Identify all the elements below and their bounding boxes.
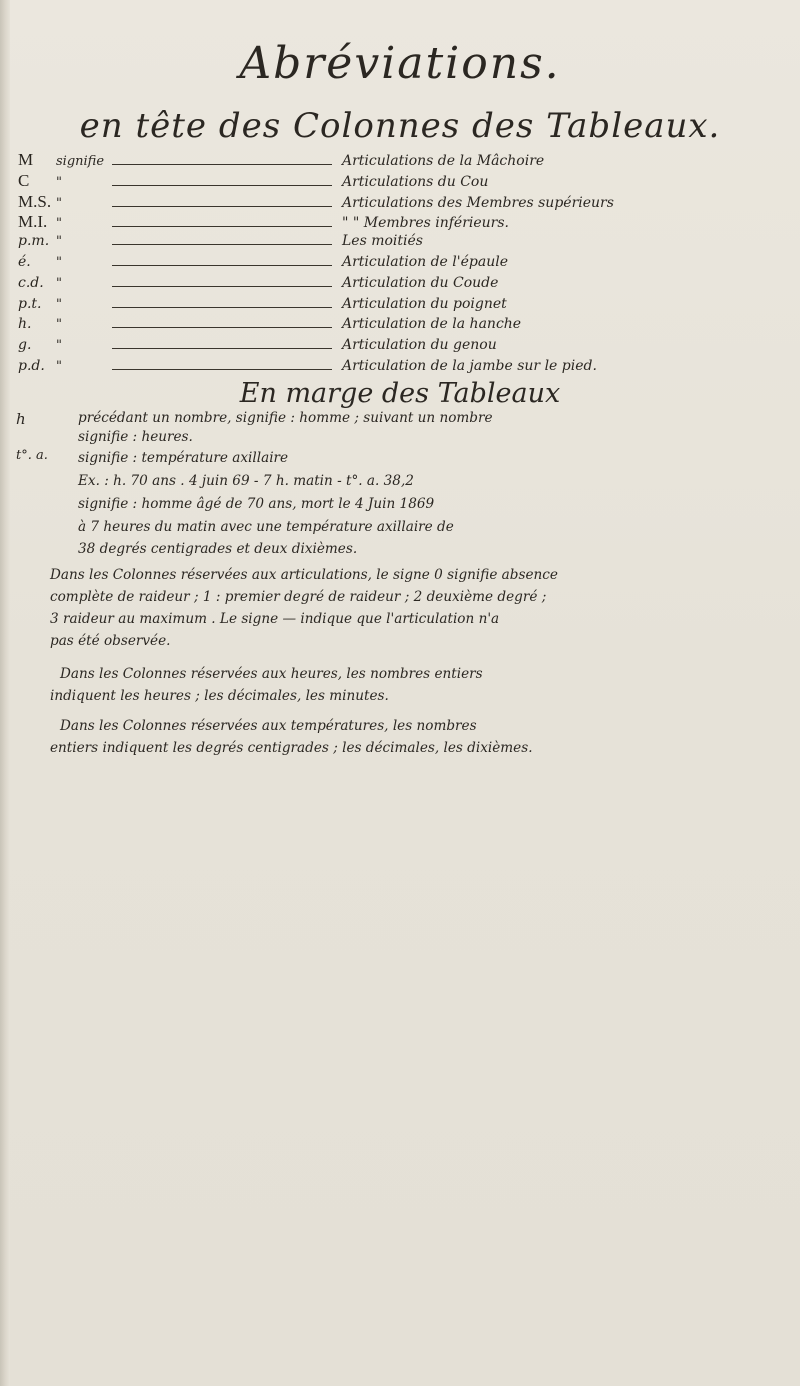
abbreviation-row — [18, 233, 788, 254]
abbreviation-row — [18, 150, 788, 171]
abbreviation-row — [18, 275, 788, 296]
leader-line — [112, 348, 332, 349]
abbreviation-description: Articulations des Membres supérieurs — [342, 194, 614, 211]
abbreviation-description: Articulation de la hanche — [342, 316, 522, 333]
leader-line — [112, 286, 332, 287]
page-title: Abréviations. — [239, 38, 561, 89]
margin-mark-h: h — [16, 410, 26, 428]
abbreviation-description: Articulation de la jambe sur le pied. — [342, 357, 597, 374]
leader-line — [112, 164, 332, 165]
abbreviation-row — [18, 171, 788, 192]
abbreviation-verb: " — [56, 254, 62, 270]
abbreviation-description: Articulation du Coude — [342, 274, 499, 291]
text-line: précédant un nombre, signifie : homme ; suivant un nombre — [78, 410, 493, 426]
abbreviation-description: Articulation du poignet — [342, 295, 507, 312]
abbreviation-description: Articulation de l'épaule — [342, 253, 508, 270]
abbreviation-code: é. — [18, 253, 31, 270]
abbreviation-code: p.m. — [18, 233, 50, 250]
leader-line — [112, 206, 332, 207]
abbreviation-code: C — [18, 170, 30, 190]
text-line: Dans les Colonnes réservées aux heures, les nombres entiers — [60, 666, 483, 682]
text-line: 3 raideur au maximum . Le signe — indique que l'articulation n'a — [50, 611, 500, 627]
abbreviation-row — [18, 316, 788, 337]
section-heading: En marge des Tableaux — [239, 378, 561, 409]
abbreviation-description: Les moitiés — [342, 233, 423, 250]
abbreviation-description: Articulations de la Mâchoire — [342, 153, 545, 169]
text-line: signifie : heures. — [78, 429, 193, 445]
leader-line — [112, 307, 332, 308]
text-line: pas été observée. — [50, 633, 171, 649]
abbreviation-code: g. — [18, 337, 32, 354]
page-binding-edge — [0, 0, 10, 1386]
abbreviation-row — [18, 358, 788, 379]
text-line: complète de raideur ; 1 : premier degré de raideur ; 2 deuxième degré ; — [50, 589, 547, 605]
abbreviation-verb: signifie — [56, 154, 105, 169]
text-line: Dans les Colonnes réservées aux températures, les nombres — [60, 718, 477, 734]
abbreviation-code: p.d. — [18, 357, 45, 374]
abbreviation-code: M.I. — [18, 212, 48, 232]
leader-line — [112, 244, 332, 245]
abbreviation-description: " " Membres inférieurs. — [342, 215, 510, 232]
leader-line — [112, 185, 332, 186]
text-line: entiers indiquent les degrés centigrades ; les décimales, les dixièmes. — [50, 740, 533, 756]
abbreviation-verb: " — [56, 338, 62, 354]
abbreviation-row — [18, 296, 788, 317]
text-line: 38 degrés centigrades et deux dixièmes. — [78, 541, 358, 557]
abbreviation-verb: " — [56, 275, 62, 291]
abbreviation-code: M — [18, 150, 34, 169]
abbreviation-verb: " — [56, 174, 62, 190]
abbreviation-verb: " — [56, 216, 62, 232]
abbreviation-list — [18, 150, 788, 379]
text-line: Dans les Colonnes réservées aux articulations, le signe 0 signifie absence — [50, 567, 558, 583]
abbreviation-verb: " — [56, 195, 62, 211]
text-line: signifie : homme âgé de 70 ans, mort le 4 Juin 1869 — [78, 496, 435, 512]
abbreviation-row — [18, 337, 788, 358]
text-line: Ex. : h. 70 ans . 4 juin 69 - 7 h. matin - t°. a. 38,2 — [78, 473, 414, 489]
leader-line — [112, 369, 332, 370]
abbreviation-description: Articulations du Cou — [342, 173, 489, 190]
abbreviation-verb: " — [56, 234, 62, 250]
abbreviation-verb: " — [56, 296, 62, 312]
leader-line — [112, 265, 332, 266]
abbreviation-row — [18, 254, 788, 275]
leader-line — [112, 327, 332, 328]
abbreviation-code: c.d. — [18, 274, 44, 291]
abbreviation-verb: " — [56, 358, 62, 374]
leader-line — [112, 226, 332, 227]
text-line: signifie : température axillaire — [78, 450, 289, 466]
abbreviation-code: h. — [18, 316, 32, 333]
page-subtitle: en tête des Colonnes des Tableaux. — [79, 106, 721, 146]
abbreviation-code: M.S. — [18, 191, 52, 211]
margin-mark-ta: t°. a. — [16, 448, 48, 463]
abbreviation-code: p.t. — [18, 295, 42, 312]
text-line: indiquent les heures ; les décimales, les minutes. — [50, 688, 389, 704]
abbreviation-description: Articulation du genou — [342, 337, 497, 354]
abbreviation-row — [18, 212, 788, 233]
text-line: à 7 heures du matin avec une température axillaire de — [78, 519, 454, 535]
abbreviation-row — [18, 192, 788, 213]
abbreviation-verb: " — [56, 317, 62, 333]
